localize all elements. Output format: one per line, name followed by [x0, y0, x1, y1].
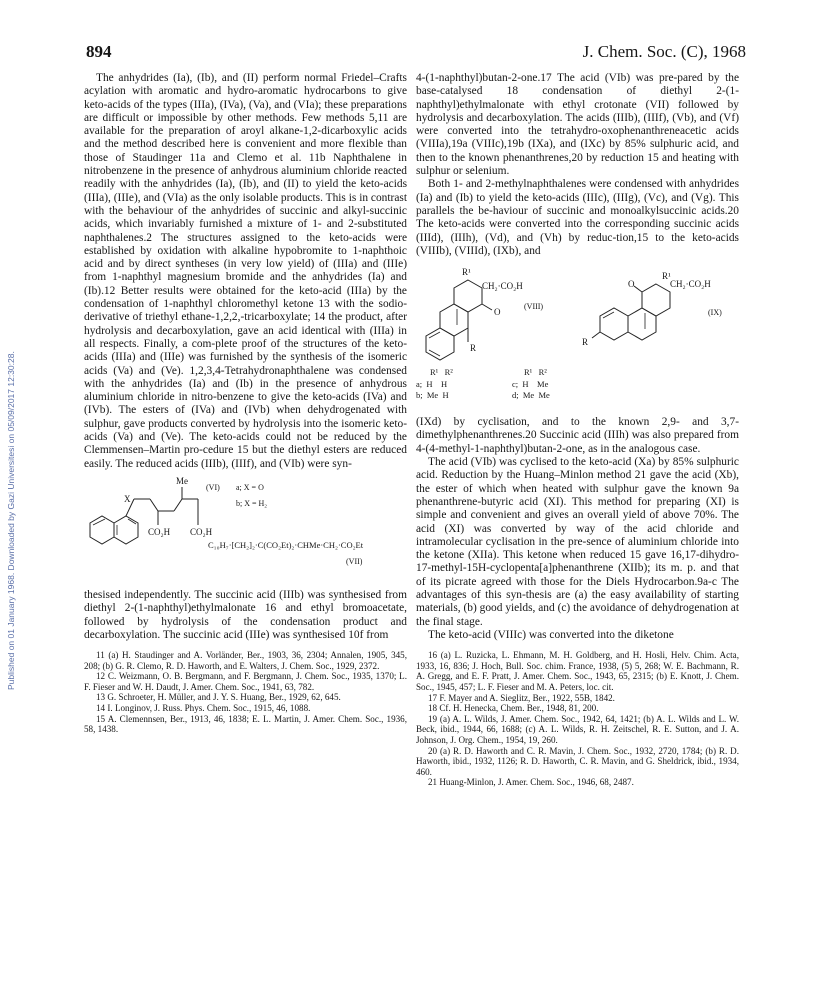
- label-ix-o: O: [628, 279, 635, 290]
- page-number: 894: [86, 42, 112, 61]
- journal-reference: J. Chem. Soc. (C), 1968: [582, 42, 746, 61]
- label-vi-a: a; X = O: [236, 482, 264, 492]
- substituent-row-a: a; H H: [416, 379, 448, 390]
- label-vii: (VII): [346, 556, 363, 566]
- footnote: 18 Cf. H. Henecka, Chem. Ber., 1948, 81, 200.: [428, 703, 599, 714]
- paragraph: Both 1- and 2-methylnaphthalenes were condensed with anhydrides (Ia) and (Ib) to yield the keto-acids (IIIc), (IIIg), (Vc), and (Vg). This parallels the be-haviour of succinic and monoalkylsuccinic acids.20 The keto-acids were converted into the corresponding succinic acids (IIId), (IIIh), (Vd), and (Vh) by reduc-tion,15 to the keto-acids (VIIIb), (VIIId), (IXb), and: [416, 178, 739, 257]
- label-co2h-2: CO₂H: [190, 526, 213, 537]
- substituent-row-c: c; H Me: [512, 379, 549, 390]
- label-viii: (VIII): [524, 302, 544, 312]
- paragraph: (IXd) by cyclisation, and to the known 2,9- and 3,7-dimethylphenanthrenes.20 Succinic acid (IIIh) was also prepared from 4-(4-methyl-1-naphthyl)butan-2-one, as in the analogous case.: [416, 416, 739, 455]
- substituent-table-head-right: R¹ R²: [524, 367, 547, 378]
- label-viii-o: O: [494, 307, 501, 318]
- label-me: Me: [176, 475, 188, 486]
- footnote: 15 A. Clemennsen, Ber., 1913, 46, 1838; E. L. Martin, J. Amer. Chem. Soc., 1936, 58, 1438.: [84, 713, 407, 735]
- footnote: 14 I. Longinov, J. Russ. Phys. Chem. Soc., 1915, 46, 1088.: [96, 703, 311, 714]
- label-ix-r: R: [582, 337, 589, 348]
- substituent-row-d: d; Me Me: [512, 390, 550, 401]
- label-x: X: [124, 493, 131, 504]
- label-viii-r1: R¹: [462, 267, 471, 278]
- paragraph: The anhydrides (Ia), (Ib), and (II) perform normal Friedel–Crafts acylation with aromatic and hydro-aromatic hydrocarbons to give keto-acids of the types (IIIa), (IVa), (Va), and (VIa); these preparations are difficult or impossible by other methods. Few methods 5,11 are available for the preparation of aroyl alkane-1,2-dicarboxylic acids and the method described here is convenient and more flexible than those of Staudinger 11a and Clemo et al. 11b Naphthalene in nitrobenzene in the presence of anhydrous aluminium chloride reacted readily with the anhydrides (Ia), (Ib), and (II) to yield the keto-acids (IIIa), (IIIe), and (VIa) as the only isolable products. This is in contrast with the behaviour of the anhydrides of succinic and alkyl-succinic acids, which invariably furnished a mixture of 1- and 2-substituted naphthalenes.2 The structures assigned to the keto-acids were established by oxidation with alkaline hypobromite to 1-naphthoic acid and by direct syntheses (in very low yield) of (IIIa) and (IIIe) from 1-naphthyl magnesium bromide and the anhydrides (Ia) and (Ib).12 Better results were obtained for the keto-acid (IIIa) by the condensation of 1-naphthyl chloromethyl ketone 13 with the sodio-derivative of triethyl ethane-1,2,2,-tricarboxylate; 14 the product, after hydrolysis and decarboxylation, gave an acid identical with (IIIa) in all respects. Finally, a com-plete proof of the structures of the keto-acids (IIIa) and (IIIe) was furnished by the synthesis of the isomeric acids (Va) and (Ve). 1,2,3,4-Tetrahydronaphthalene was condensed with the anhydrides (Ia) and (Ib) in the presence of anhydrous aluminium chloride in nitro-benzene to give the keto-acids (IVa) and (IVb). The esters of (IVa) and (IVb) when dehydrogenated with sulphur, gave products converted by hydrolysis into the isomeric keto-acids (Va) and (Ve). The keto-acids could not be reduced by the Clemmensen–Martin pro-cedure 15 but the diethyl esters are reduced easily. The reduced acids (IIIb), (IIIf), and (VIb) were syn-: [84, 72, 407, 470]
- footnote: 16 (a) L. Ruzicka, L. Ehmann, M. H. Goldberg, and H. Hosli, Helv. Chim. Acta, 1933, 16, 836; J. Hoch, Bull. Soc. chim. France, 1938, (5) 5, 268; W. E. Bachmann, R. A. Gregg, and E. F. Pratt, J. Amer. Chem. Soc., 1943, 65, 2315; (b) E. Knott, J. Chem. Soc., 1945, 457; L. F. Fieser and M. A. Peters, loc. cit.: [416, 650, 739, 692]
- download-watermark: Published on 01 January 1968. Downloaded by Gazi Universitesi on 05/09/2017 12:30:28.: [6, 351, 16, 690]
- substituent-row-b: b; Me H: [416, 390, 449, 401]
- structure-figure-viii-ix: [416, 262, 739, 412]
- paragraph: thesised independently. The succinic acid (IIIb) was synthesised from diethyl 2-(1-naphthyl)ethylmalonate 16 and ethyl bromoacetate, followed by hydrolysis of the condensation product and decarboxylation. The succinic acid (IIIe) was synthesised 10f from: [84, 588, 407, 641]
- label-co2h-1: CO₂H: [148, 526, 171, 537]
- footnote: 12 C. Weizmann, O. B. Bergmann, and F. Bergmann, J. Chem. Soc., 1935, 1370; L. F. Fieser and W. H. Daudt, J. Amer. Chem. Soc., 1941, 63, 782.: [84, 671, 407, 692]
- substituent-table-head-left: R¹ R²: [430, 367, 453, 378]
- label-vi: (VI): [206, 482, 220, 492]
- footnote: 11 (a) H. Staudinger and A. Vorländer, Ber., 1903, 36, 2304; Annalen, 1905, 345, 208; (b) G. R. Clemo, R. D. Haworth, and E. Walters, J. Chem. Soc., 1929, 2372.: [84, 650, 407, 671]
- footnote: 21 Huang-Minlon, J. Amer. Chem. Soc., 1946, 68, 2487.: [428, 777, 634, 788]
- footnote: 20 (a) R. D. Haworth and C. R. Mavin, J. Chem. Soc., 1932, 2720, 1784; (b) R. D. Haworth, ibid., 1932, 1126; R. D. Haworth, C. R. Mavin, and G. Sheldrick, ibid., 1934, 460.: [416, 745, 739, 777]
- label-ix: (IX): [708, 308, 722, 318]
- footnote: 19 (a) A. L. Wilds, J. Amer. Chem. Soc., 1942, 64, 1421; (b) A. L. Wilds and L. W. Beck, ibid., 1944, 66, 1688; (c) A. L. Wilds, R. H. Zeitschel, R. E. Sutton, and J. A. Johnson, J. Org. Chem., 1954, 19, 260.: [416, 713, 739, 745]
- footnotes-left: [84, 650, 407, 735]
- label-formula-vii: C₁₀H₇·[CH₂]₂·C(CO₂Et)₂·CHMe·CH₂·CO₂Et: [208, 539, 364, 550]
- label-ix-ch2co2h: CH₂·CO₂H: [670, 279, 711, 290]
- label-viii-r: R: [470, 343, 477, 354]
- label-viii-ch2co2h: CH₂·CO₂H: [482, 281, 523, 292]
- footnote: 17 F. Mayer and A. Sieglitz, Ber., 1922, 55B, 1842.: [428, 692, 615, 703]
- label-vi-b: b; X = H₂: [236, 498, 268, 508]
- paragraph: The keto-acid (VIIIc) was converted into the diketone: [428, 628, 674, 641]
- label-ix-r1: R¹: [662, 271, 671, 282]
- structure-figure-vi-vii: [84, 475, 407, 585]
- right-column: [416, 72, 739, 788]
- paragraph: The acid (VIb) was cyclised to the keto-acid (Xa) by 85% sulphuric acid. Reduction by the Huang–Minlon method 21 gave the acid (Xb), the ester of which when heated with sulphur gave the known 9a phenanthrene-butyric acid (XI). This method for preparing (XI) is simple and convenient and gives an overall yield of above 70%. The acid (XI) was converted by way of the acid chloride and intramolecular cyclisation in the pre-sence of aluminium chloride into the ketone (XIIa). This ketone when reduced 15 gave 16,17-dihydro-17-methyl-15H-cyclopenta[a]phenanthrene (XIIb); its m. p. and that of its picrate agreed with those for the Diels Hydrocarbon.9a-c The advantages of this syn-thesis are (a) the easy availability of starting materials, (b) good yields, and (c) the avoidance of dehydrogenation at the final stage.: [416, 456, 739, 628]
- left-column: [84, 72, 407, 735]
- footnotes-right: [416, 650, 739, 788]
- paragraph: 4-(1-naphthyl)butan-2-one.17 The acid (VIb) was pre-pared by the base-catalysed 18 condensation of diethyl 2-(1-naphthyl)ethylmalonate with ethyl crotonate (VII) followed by hydrolysis and decarboxylation. The acids (IIIb), (IIIf), (Vb), and (Vf) were converted into the tetrahydro-oxophenanthreneacetic acids (VIIIa),19a (VIIIc),19b (IXa), and (IXc) by 85% sulphuric acid, and then to the known phenanthrenes,20 by reduction 15 and heating with sulphur or selenium.: [416, 72, 739, 178]
- footnote: 13 G. Schroeter, H. Müller, and J. Y. S. Huang, Ber., 1929, 62, 645.: [96, 692, 341, 703]
